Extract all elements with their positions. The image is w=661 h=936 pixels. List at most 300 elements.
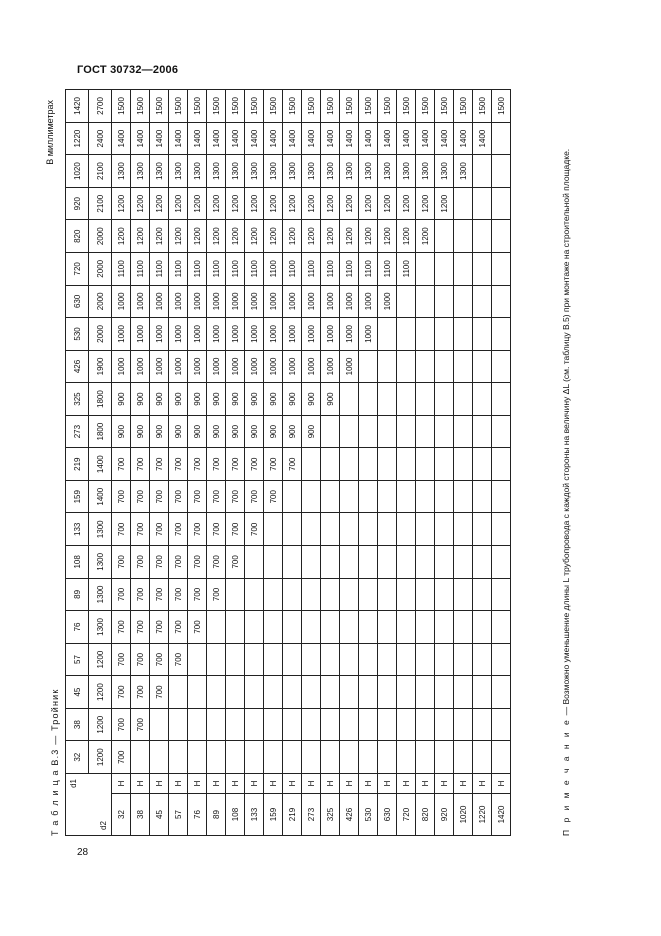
table-cell bbox=[321, 415, 340, 448]
d1-header: 76 bbox=[66, 611, 89, 644]
header-row-d1 bbox=[66, 90, 89, 836]
table-cell bbox=[226, 708, 245, 741]
table-cell: 1300 bbox=[435, 155, 454, 188]
d1-header: 720 bbox=[66, 253, 89, 286]
table-cell: 1200 bbox=[226, 220, 245, 253]
table-cell: 1000 bbox=[321, 350, 340, 383]
table-cell: 700 bbox=[169, 448, 188, 481]
table-cell bbox=[416, 480, 435, 513]
table-cell bbox=[454, 220, 473, 253]
d1-header: 32 bbox=[66, 741, 89, 774]
table-cell bbox=[416, 253, 435, 286]
table-cell: 1000 bbox=[150, 350, 169, 383]
table-cell: 1200 bbox=[397, 220, 416, 253]
d1-header: 820 bbox=[66, 220, 89, 253]
table-cell bbox=[397, 350, 416, 383]
table-cell: 1200 bbox=[340, 220, 359, 253]
table-cell bbox=[283, 708, 302, 741]
table-cell: 700 bbox=[207, 480, 226, 513]
table-row bbox=[245, 90, 264, 836]
table-cell: 900 bbox=[131, 415, 150, 448]
table-cell: 700 bbox=[131, 448, 150, 481]
table-cell: 1000 bbox=[226, 350, 245, 383]
table-cell bbox=[245, 676, 264, 709]
table-row bbox=[416, 90, 435, 836]
row-h-label: Н bbox=[112, 774, 131, 794]
h-header: 1300 bbox=[89, 578, 112, 611]
table-cell bbox=[207, 741, 226, 774]
row-d2-label: 720 bbox=[397, 794, 416, 836]
table-cell: 1400 bbox=[340, 122, 359, 155]
table-cell: 1500 bbox=[397, 90, 416, 123]
table-cell bbox=[359, 741, 378, 774]
table-cell: 900 bbox=[188, 383, 207, 416]
table-cell: 1100 bbox=[283, 253, 302, 286]
table-cell: 700 bbox=[112, 448, 131, 481]
table-cell bbox=[473, 318, 492, 351]
table-cell: 700 bbox=[150, 480, 169, 513]
table-cell: 1100 bbox=[169, 253, 188, 286]
table-cell bbox=[302, 480, 321, 513]
table-cell: 700 bbox=[169, 513, 188, 546]
table-cell bbox=[454, 676, 473, 709]
table-cell bbox=[378, 611, 397, 644]
table-cell bbox=[340, 448, 359, 481]
table-cell: 700 bbox=[188, 546, 207, 579]
table-cell bbox=[378, 676, 397, 709]
table-cell: 700 bbox=[169, 611, 188, 644]
table-cell bbox=[492, 155, 511, 188]
table-cell: 1000 bbox=[378, 285, 397, 318]
table-cell bbox=[359, 578, 378, 611]
table-cell bbox=[245, 741, 264, 774]
table-row bbox=[321, 90, 340, 836]
table-cell: 1200 bbox=[302, 187, 321, 220]
table-cell: 1000 bbox=[283, 318, 302, 351]
table-cell bbox=[473, 480, 492, 513]
table-cell: 700 bbox=[207, 578, 226, 611]
table-cell bbox=[492, 643, 511, 676]
table-cell bbox=[302, 741, 321, 774]
corner-d1-label: d1 bbox=[69, 779, 78, 788]
table-cell: 1000 bbox=[283, 285, 302, 318]
d1-header: 630 bbox=[66, 285, 89, 318]
table-cell bbox=[359, 480, 378, 513]
table-cell: 1200 bbox=[112, 220, 131, 253]
table-cell bbox=[454, 708, 473, 741]
table-cell: 700 bbox=[150, 578, 169, 611]
table-cell: 700 bbox=[226, 546, 245, 579]
h-header: 1400 bbox=[89, 448, 112, 481]
table-cell: 1200 bbox=[435, 187, 454, 220]
table-cell: 1100 bbox=[150, 253, 169, 286]
table-cell bbox=[359, 676, 378, 709]
table-cell: 700 bbox=[188, 480, 207, 513]
row-d2-label: 76 bbox=[188, 794, 207, 836]
h-header: 1200 bbox=[89, 643, 112, 676]
table-cell bbox=[302, 611, 321, 644]
table-cell: 900 bbox=[283, 383, 302, 416]
table-cell: 1100 bbox=[264, 253, 283, 286]
table-cell: 700 bbox=[188, 578, 207, 611]
table-cell bbox=[188, 708, 207, 741]
table-cell: 1300 bbox=[226, 155, 245, 188]
table-cell bbox=[492, 708, 511, 741]
table-cell bbox=[359, 513, 378, 546]
table-cell bbox=[378, 383, 397, 416]
table-cell bbox=[454, 513, 473, 546]
table-cell: 700 bbox=[245, 480, 264, 513]
table-cell: 1200 bbox=[169, 220, 188, 253]
row-d2-label: 57 bbox=[169, 794, 188, 836]
table-cell: 1400 bbox=[150, 122, 169, 155]
table-cell: 1500 bbox=[264, 90, 283, 123]
d1-header: 89 bbox=[66, 578, 89, 611]
table-cell: 900 bbox=[226, 383, 245, 416]
table-cell bbox=[245, 546, 264, 579]
table-cell: 900 bbox=[245, 415, 264, 448]
note-text: — Возможно уменьшение длины L трубопровода с каждой стороны на величину ΔL (см. таблицу В.5) при монтаже на строительной площадке. bbox=[561, 148, 571, 718]
table-cell: 1000 bbox=[359, 285, 378, 318]
table-cell: 700 bbox=[150, 643, 169, 676]
table-row bbox=[264, 90, 283, 836]
table-cell bbox=[283, 480, 302, 513]
table-cell bbox=[397, 285, 416, 318]
h-header: 2000 bbox=[89, 220, 112, 253]
table-cell bbox=[454, 546, 473, 579]
table-cell: 700 bbox=[131, 643, 150, 676]
table-cell: 1400 bbox=[188, 122, 207, 155]
table-cell: 1100 bbox=[378, 253, 397, 286]
table-cell: 1100 bbox=[245, 253, 264, 286]
table-cell: 1000 bbox=[245, 318, 264, 351]
row-d2-label: 159 bbox=[264, 794, 283, 836]
row-h-label: Н bbox=[321, 774, 340, 794]
table-cell bbox=[435, 480, 454, 513]
row-d2-label: 219 bbox=[283, 794, 302, 836]
row-d2-label: 530 bbox=[359, 794, 378, 836]
table-cell: 700 bbox=[112, 741, 131, 774]
table-cell: 1000 bbox=[169, 350, 188, 383]
table-cell bbox=[226, 676, 245, 709]
table-cell: 1000 bbox=[169, 318, 188, 351]
table-cell bbox=[416, 285, 435, 318]
d1-header: 57 bbox=[66, 643, 89, 676]
table-cell bbox=[131, 741, 150, 774]
table-cell bbox=[397, 383, 416, 416]
table-cell: 1200 bbox=[397, 187, 416, 220]
h-header: 1900 bbox=[89, 350, 112, 383]
corner-d2-label: d2 bbox=[99, 821, 108, 830]
table-cell bbox=[492, 513, 511, 546]
table-cell bbox=[283, 611, 302, 644]
table-cell: 1400 bbox=[283, 122, 302, 155]
table-cell bbox=[302, 643, 321, 676]
table-cell: 1000 bbox=[188, 285, 207, 318]
table-row bbox=[492, 90, 511, 836]
table-cell: 900 bbox=[245, 383, 264, 416]
table-cell: 1100 bbox=[302, 253, 321, 286]
h-header: 1400 bbox=[89, 480, 112, 513]
row-d2-label: 38 bbox=[131, 794, 150, 836]
table-cell: 1000 bbox=[264, 285, 283, 318]
table-cell bbox=[492, 383, 511, 416]
table-cell: 1500 bbox=[340, 90, 359, 123]
table-cell bbox=[207, 708, 226, 741]
table-cell bbox=[321, 546, 340, 579]
table-cell bbox=[283, 676, 302, 709]
table-cell: 700 bbox=[226, 448, 245, 481]
table-cell: 1100 bbox=[340, 253, 359, 286]
document-header: ГОСТ 30732—2006 bbox=[77, 64, 179, 76]
table-cell: 1500 bbox=[169, 90, 188, 123]
table-cell bbox=[492, 546, 511, 579]
table-cell: 1200 bbox=[359, 220, 378, 253]
table-cell: 900 bbox=[226, 415, 245, 448]
table-cell bbox=[416, 415, 435, 448]
table-cell bbox=[340, 480, 359, 513]
table-cell: 900 bbox=[150, 383, 169, 416]
h-header: 1200 bbox=[89, 708, 112, 741]
table-cell bbox=[245, 578, 264, 611]
table-cell bbox=[416, 383, 435, 416]
table-cell bbox=[492, 187, 511, 220]
table-cell: 1200 bbox=[112, 187, 131, 220]
table-cell bbox=[302, 578, 321, 611]
table-cell: 1300 bbox=[188, 155, 207, 188]
table-cell bbox=[359, 546, 378, 579]
table-cell bbox=[321, 611, 340, 644]
table-cell: 1200 bbox=[207, 187, 226, 220]
table-cell bbox=[435, 643, 454, 676]
table-cell: 1100 bbox=[359, 253, 378, 286]
h-header: 1300 bbox=[89, 611, 112, 644]
table-cell bbox=[492, 220, 511, 253]
table-cell: 1000 bbox=[131, 318, 150, 351]
table-cell bbox=[302, 708, 321, 741]
table-cell: 1100 bbox=[207, 253, 226, 286]
table-cell bbox=[397, 448, 416, 481]
table-cell: 1500 bbox=[321, 90, 340, 123]
table-cell: 1300 bbox=[245, 155, 264, 188]
table-cell: 700 bbox=[131, 611, 150, 644]
table-cell: 1200 bbox=[188, 187, 207, 220]
table-cell: 1100 bbox=[188, 253, 207, 286]
h-header: 2000 bbox=[89, 318, 112, 351]
row-d2-label: 920 bbox=[435, 794, 454, 836]
table-cell: 1300 bbox=[416, 155, 435, 188]
h-header: 2000 bbox=[89, 253, 112, 286]
table-cell: 1000 bbox=[226, 285, 245, 318]
table-cell bbox=[378, 448, 397, 481]
table-cell: 1500 bbox=[188, 90, 207, 123]
table-cell: 1300 bbox=[302, 155, 321, 188]
table-cell: 1300 bbox=[112, 155, 131, 188]
table-cell bbox=[492, 611, 511, 644]
table-cell: 1200 bbox=[321, 220, 340, 253]
table-cell: 700 bbox=[131, 578, 150, 611]
table-cell bbox=[435, 708, 454, 741]
table-cell bbox=[435, 220, 454, 253]
table-cell: 1200 bbox=[245, 187, 264, 220]
table-cell bbox=[378, 350, 397, 383]
table-cell bbox=[378, 546, 397, 579]
table-cell bbox=[492, 480, 511, 513]
table-cell bbox=[264, 708, 283, 741]
table-cell: 700 bbox=[131, 513, 150, 546]
table-cell: 1400 bbox=[359, 122, 378, 155]
table-cell bbox=[473, 187, 492, 220]
table-cell: 1200 bbox=[340, 187, 359, 220]
table-cell: 900 bbox=[169, 415, 188, 448]
table-cell bbox=[359, 350, 378, 383]
d1-header: 38 bbox=[66, 708, 89, 741]
h-header: 2700 bbox=[89, 90, 112, 123]
table-cell: 700 bbox=[169, 546, 188, 579]
table-cell bbox=[473, 253, 492, 286]
row-h-label: Н bbox=[416, 774, 435, 794]
table-cell: 1100 bbox=[397, 253, 416, 286]
tee-dimensions-table bbox=[65, 89, 511, 836]
table-cell bbox=[397, 415, 416, 448]
table-cell bbox=[378, 480, 397, 513]
table-cell: 900 bbox=[169, 383, 188, 416]
table-cell: 700 bbox=[150, 611, 169, 644]
table-row bbox=[302, 90, 321, 836]
table-cell bbox=[340, 611, 359, 644]
header-row-h bbox=[89, 90, 112, 836]
row-h-label: Н bbox=[397, 774, 416, 794]
table-cell: 1400 bbox=[435, 122, 454, 155]
row-h-label: Н bbox=[283, 774, 302, 794]
table-cell bbox=[283, 578, 302, 611]
table-cell: 900 bbox=[112, 415, 131, 448]
table-cell bbox=[492, 122, 511, 155]
table-cell: 900 bbox=[188, 415, 207, 448]
row-h-label: Н bbox=[150, 774, 169, 794]
table-cell bbox=[454, 187, 473, 220]
table-cell: 700 bbox=[112, 546, 131, 579]
table-cell bbox=[321, 480, 340, 513]
table-cell: 1400 bbox=[378, 122, 397, 155]
table-cell bbox=[359, 415, 378, 448]
table-cell: 700 bbox=[169, 578, 188, 611]
table-cell bbox=[264, 513, 283, 546]
table-cell: 1000 bbox=[359, 318, 378, 351]
table-cell bbox=[359, 643, 378, 676]
table-row bbox=[169, 90, 188, 836]
table-cell bbox=[245, 643, 264, 676]
table-cell: 1500 bbox=[454, 90, 473, 123]
table-cell: 1200 bbox=[283, 220, 302, 253]
table-cell: 900 bbox=[207, 383, 226, 416]
table-cell bbox=[473, 708, 492, 741]
table-cell: 1300 bbox=[321, 155, 340, 188]
d1-header: 1220 bbox=[66, 122, 89, 155]
row-d2-label: 273 bbox=[302, 794, 321, 836]
table-cell bbox=[340, 513, 359, 546]
page-number: 28 bbox=[77, 847, 89, 858]
table-cell: 700 bbox=[207, 513, 226, 546]
table-cell bbox=[378, 741, 397, 774]
row-d2-label: 1220 bbox=[473, 794, 492, 836]
table-cell bbox=[340, 708, 359, 741]
table-cell: 900 bbox=[150, 415, 169, 448]
row-h-label: Н bbox=[302, 774, 321, 794]
table-cell: 1000 bbox=[207, 285, 226, 318]
h-header: 1800 bbox=[89, 383, 112, 416]
table-cell: 700 bbox=[188, 448, 207, 481]
table-cell bbox=[416, 708, 435, 741]
table-cell bbox=[492, 350, 511, 383]
table-cell: 700 bbox=[112, 643, 131, 676]
table-cell: 900 bbox=[302, 383, 321, 416]
table-cell: 1300 bbox=[378, 155, 397, 188]
table-cell: 1300 bbox=[397, 155, 416, 188]
table-cell bbox=[416, 513, 435, 546]
table-row bbox=[378, 90, 397, 836]
table-cell: 700 bbox=[112, 578, 131, 611]
table-cell: 1500 bbox=[473, 90, 492, 123]
table-cell: 900 bbox=[321, 383, 340, 416]
table-cell: 1200 bbox=[188, 220, 207, 253]
table-cell bbox=[264, 578, 283, 611]
table-cell bbox=[473, 611, 492, 644]
table-cell: 1500 bbox=[131, 90, 150, 123]
row-d2-label: 325 bbox=[321, 794, 340, 836]
table-cell bbox=[378, 708, 397, 741]
table-cell bbox=[150, 741, 169, 774]
table-cell bbox=[473, 383, 492, 416]
row-h-label: Н bbox=[131, 774, 150, 794]
table-cell bbox=[207, 676, 226, 709]
table-cell: 1300 bbox=[169, 155, 188, 188]
table-cell bbox=[226, 611, 245, 644]
table-cell bbox=[378, 578, 397, 611]
table-cell bbox=[340, 415, 359, 448]
table-cell: 700 bbox=[226, 480, 245, 513]
d1-header: 920 bbox=[66, 187, 89, 220]
table-cell bbox=[416, 546, 435, 579]
table-cell bbox=[226, 578, 245, 611]
table-cell: 1500 bbox=[283, 90, 302, 123]
d1-header: 1420 bbox=[66, 90, 89, 123]
table-cell: 1500 bbox=[435, 90, 454, 123]
table-cell: 1200 bbox=[245, 220, 264, 253]
table-cell bbox=[359, 708, 378, 741]
table-cell: 1000 bbox=[207, 318, 226, 351]
table-cell: 1000 bbox=[321, 318, 340, 351]
table-cell: 1200 bbox=[131, 187, 150, 220]
table-cell bbox=[264, 611, 283, 644]
row-d2-label: 133 bbox=[245, 794, 264, 836]
table-note bbox=[560, 100, 573, 836]
table-cell: 1200 bbox=[321, 187, 340, 220]
table-row bbox=[226, 90, 245, 836]
table-row bbox=[454, 90, 473, 836]
table-cell bbox=[435, 611, 454, 644]
table-body bbox=[112, 90, 511, 836]
rotated-table-block bbox=[45, 97, 595, 836]
table-cell: 1000 bbox=[188, 350, 207, 383]
table-cell: 900 bbox=[302, 415, 321, 448]
table-cell: 1500 bbox=[226, 90, 245, 123]
table-cell: 1200 bbox=[150, 220, 169, 253]
table-cell bbox=[283, 513, 302, 546]
table-cell bbox=[359, 383, 378, 416]
table-cell bbox=[321, 578, 340, 611]
table-cell: 1400 bbox=[226, 122, 245, 155]
